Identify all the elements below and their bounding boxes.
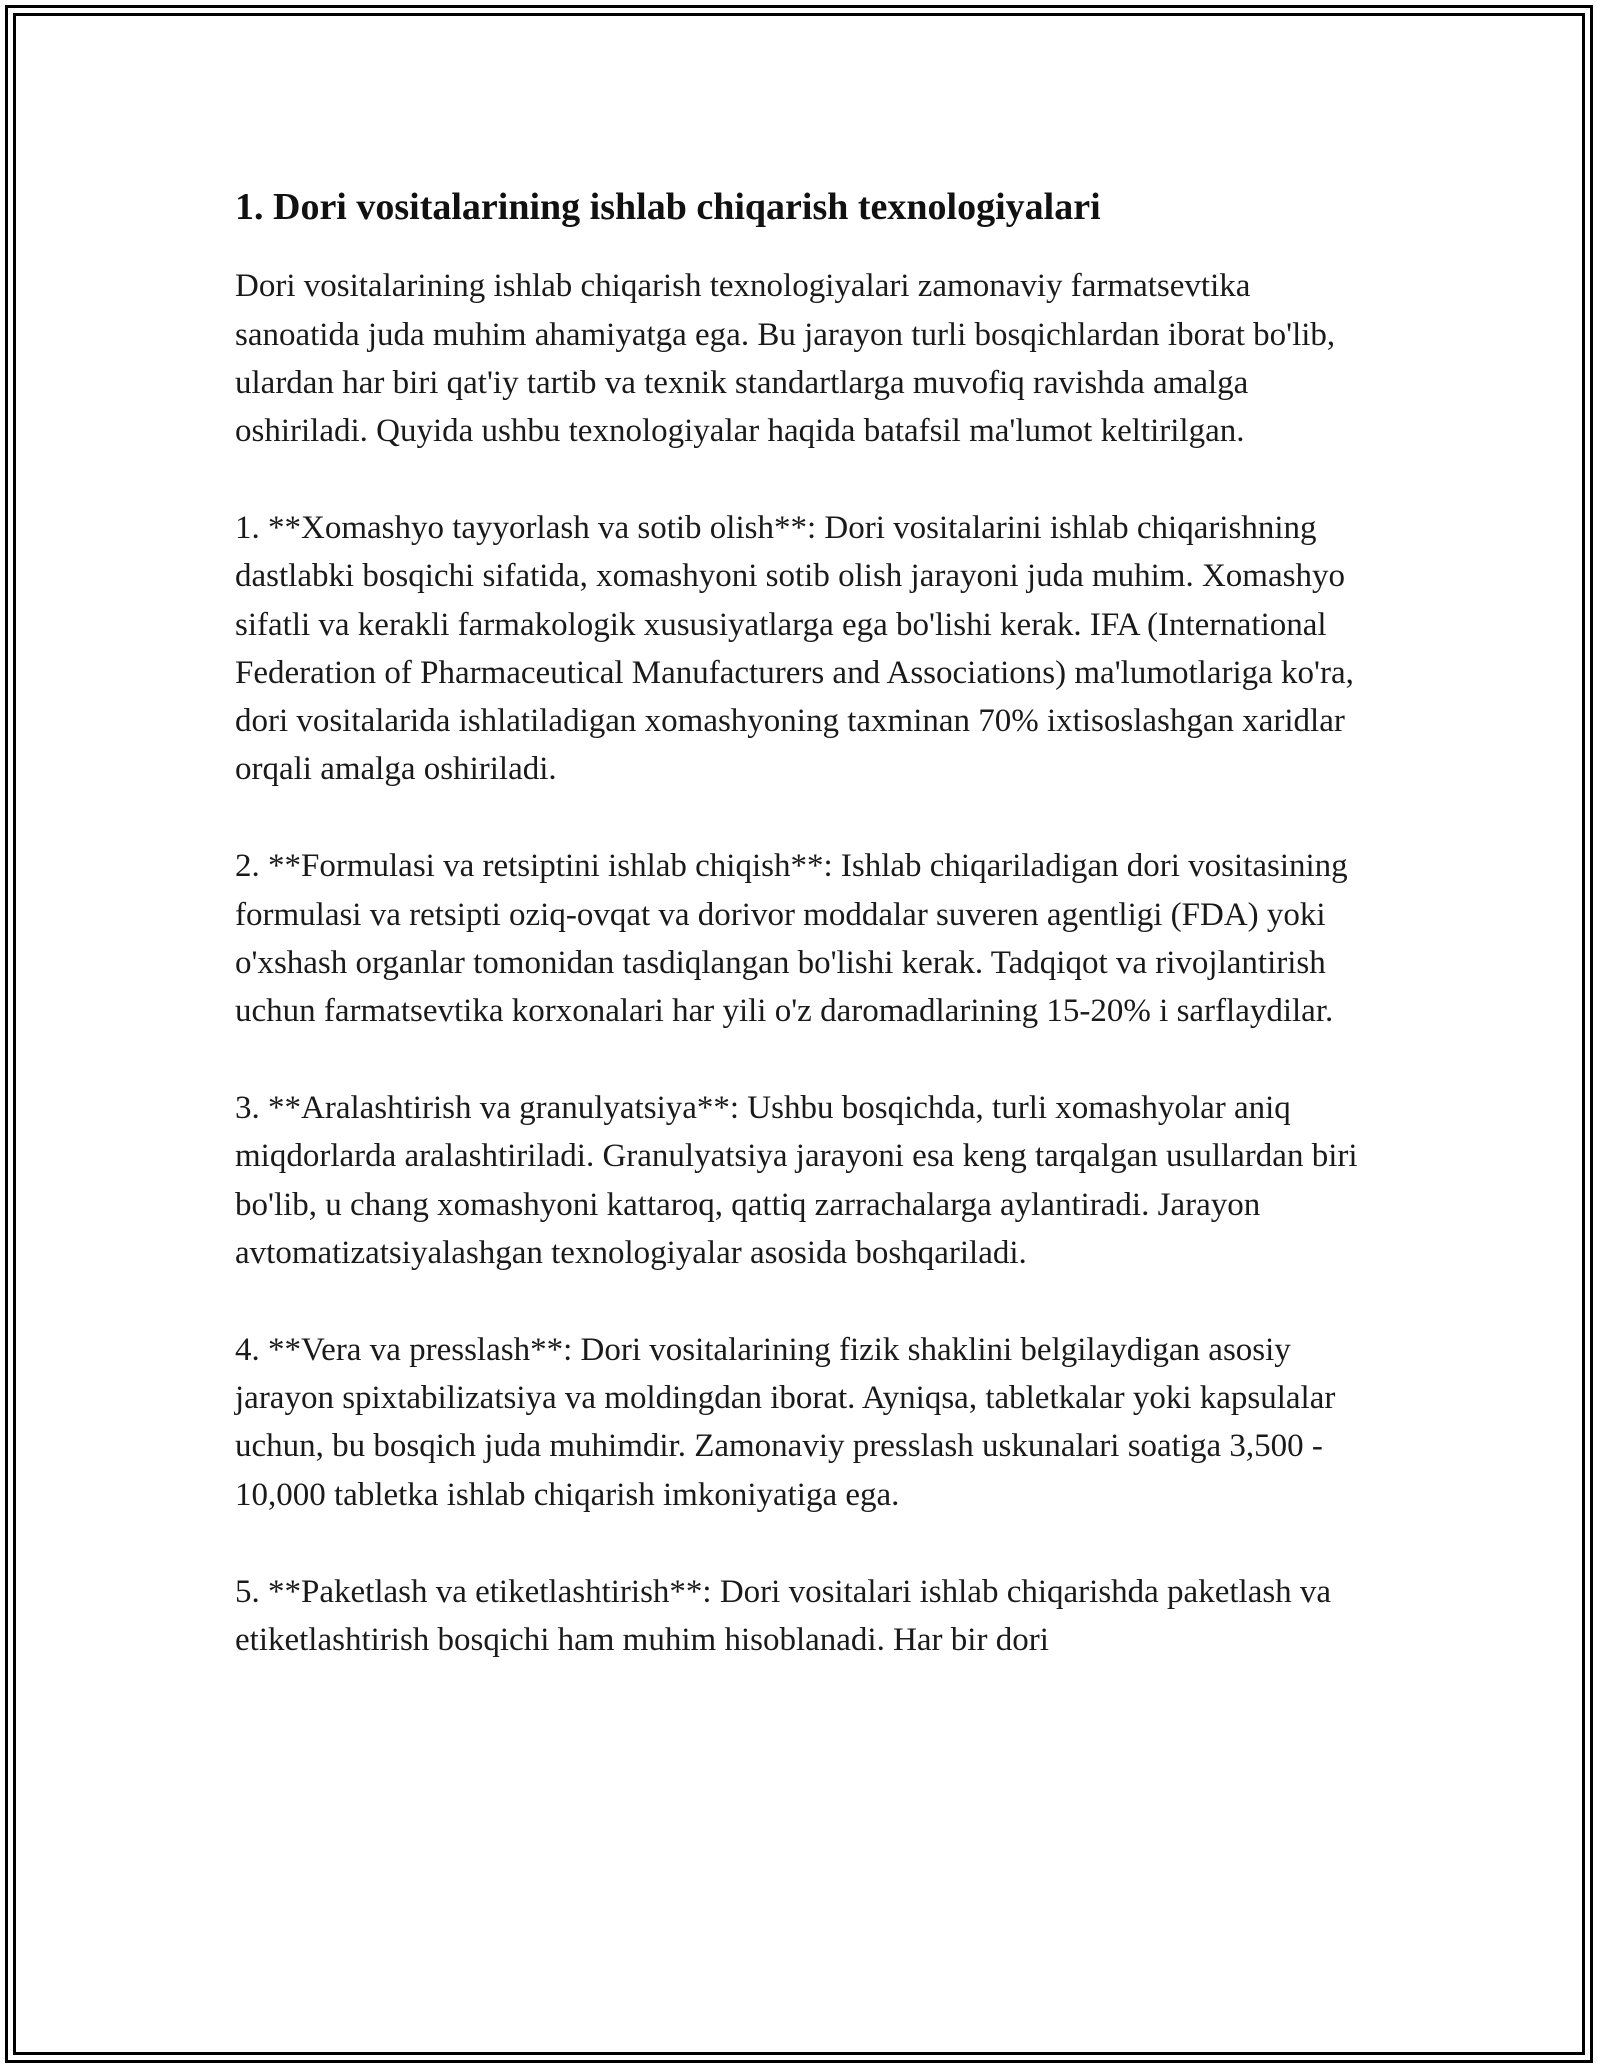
document-body	[235, 182, 1375, 1664]
list-item-pressing: 4. **Vera va presslash**: Dori vositalarining fizik shaklini belgilaydigan asosiy jarayon spixtabilizatsiya va moldingdan iborat. Ayniqsa, tabletkalar yoki kapsulalar uchun, bu bosqich juda muhimdir. Zamonaviy presslash uskunalari soatiga 3,500 - 10,000 tabletka ishlab chiqarish imkoniyatiga ega.	[235, 1331, 1336, 1513]
list-item-formulation: 2. **Formulasi va retsiptini ishlab chiqish**: Ishlab chiqariladigan dori vositasining formulasi va retsipti oziq-ovqat va dorivor moddalar suveren agentligi (FDA) yoki o'xshash organlar tomonidan tasdiqlangan bo'lishi kerak. Tadqiqot va rivojlantirish uchun farmatsevtika korxonalari har yili o'z daromadlarining 15-20% i sarflaydilar.	[235, 848, 1348, 1029]
intro-paragraph: Dori vositalarining ishlab chiqarish texnologiyalari zamonaviy farmatsevtika sanoatida juda muhim ahamiyatga ega. Bu jarayon turli bosqichlardan iborat bo'lib, ulardan har biri qat'iy tartib va texnik standartlarga muvofiq ravishda amalga oshiriladi. Quyida ushbu texnologiyalar haqida batafsil ma'lumot keltirilgan.	[235, 268, 1336, 449]
list-item-packaging: 5. **Paketlash va etiketlashtirish**: Dori vositalari ishlab chiqarishda paketlash va etiketlashtirish bosqichi ham muhim hisoblanadi. Har bir dori	[235, 1573, 1332, 1658]
list-item-mixing-granulation: 3. **Aralashtirish va granulyatsiya**: Ushbu bosqichda, turli xomashyolar aniq miqdorlarda aralashtiriladi. Granulyatsiya jarayoni esa keng tarqalgan usullardan biri bo'lib, u chang xomashyoni kattaroq, qattiq zarrachalarga aylantiradi. Jarayon avtomatizatsiyalashgan texnologiyalar asosida boshqariladi.	[235, 1090, 1358, 1271]
list-item-raw-material: 1. **Xomashyo tayyorlash va sotib olish**: Dori vositalarini ishlab chiqarishning dastlabki bosqichi sifatida, xomashyoni sotib olish jarayoni juda muhim. Xomashyo sifatli va kerakli farmakologik xususiyatlarga ega bo'lishi kerak. IFA (International Federation of Pharmaceutical Manufacturers and Associations) ma'lumotlariga ko'ra, dori vositalarida ishlatiladigan xomashyoning taxminan 70% ixtisoslashgan xaridlar orqali amalga oshiriladi.	[235, 510, 1354, 788]
section-heading: 1. Dori vositalarining ishlab chiqarish texnologiyalari	[235, 186, 1101, 228]
